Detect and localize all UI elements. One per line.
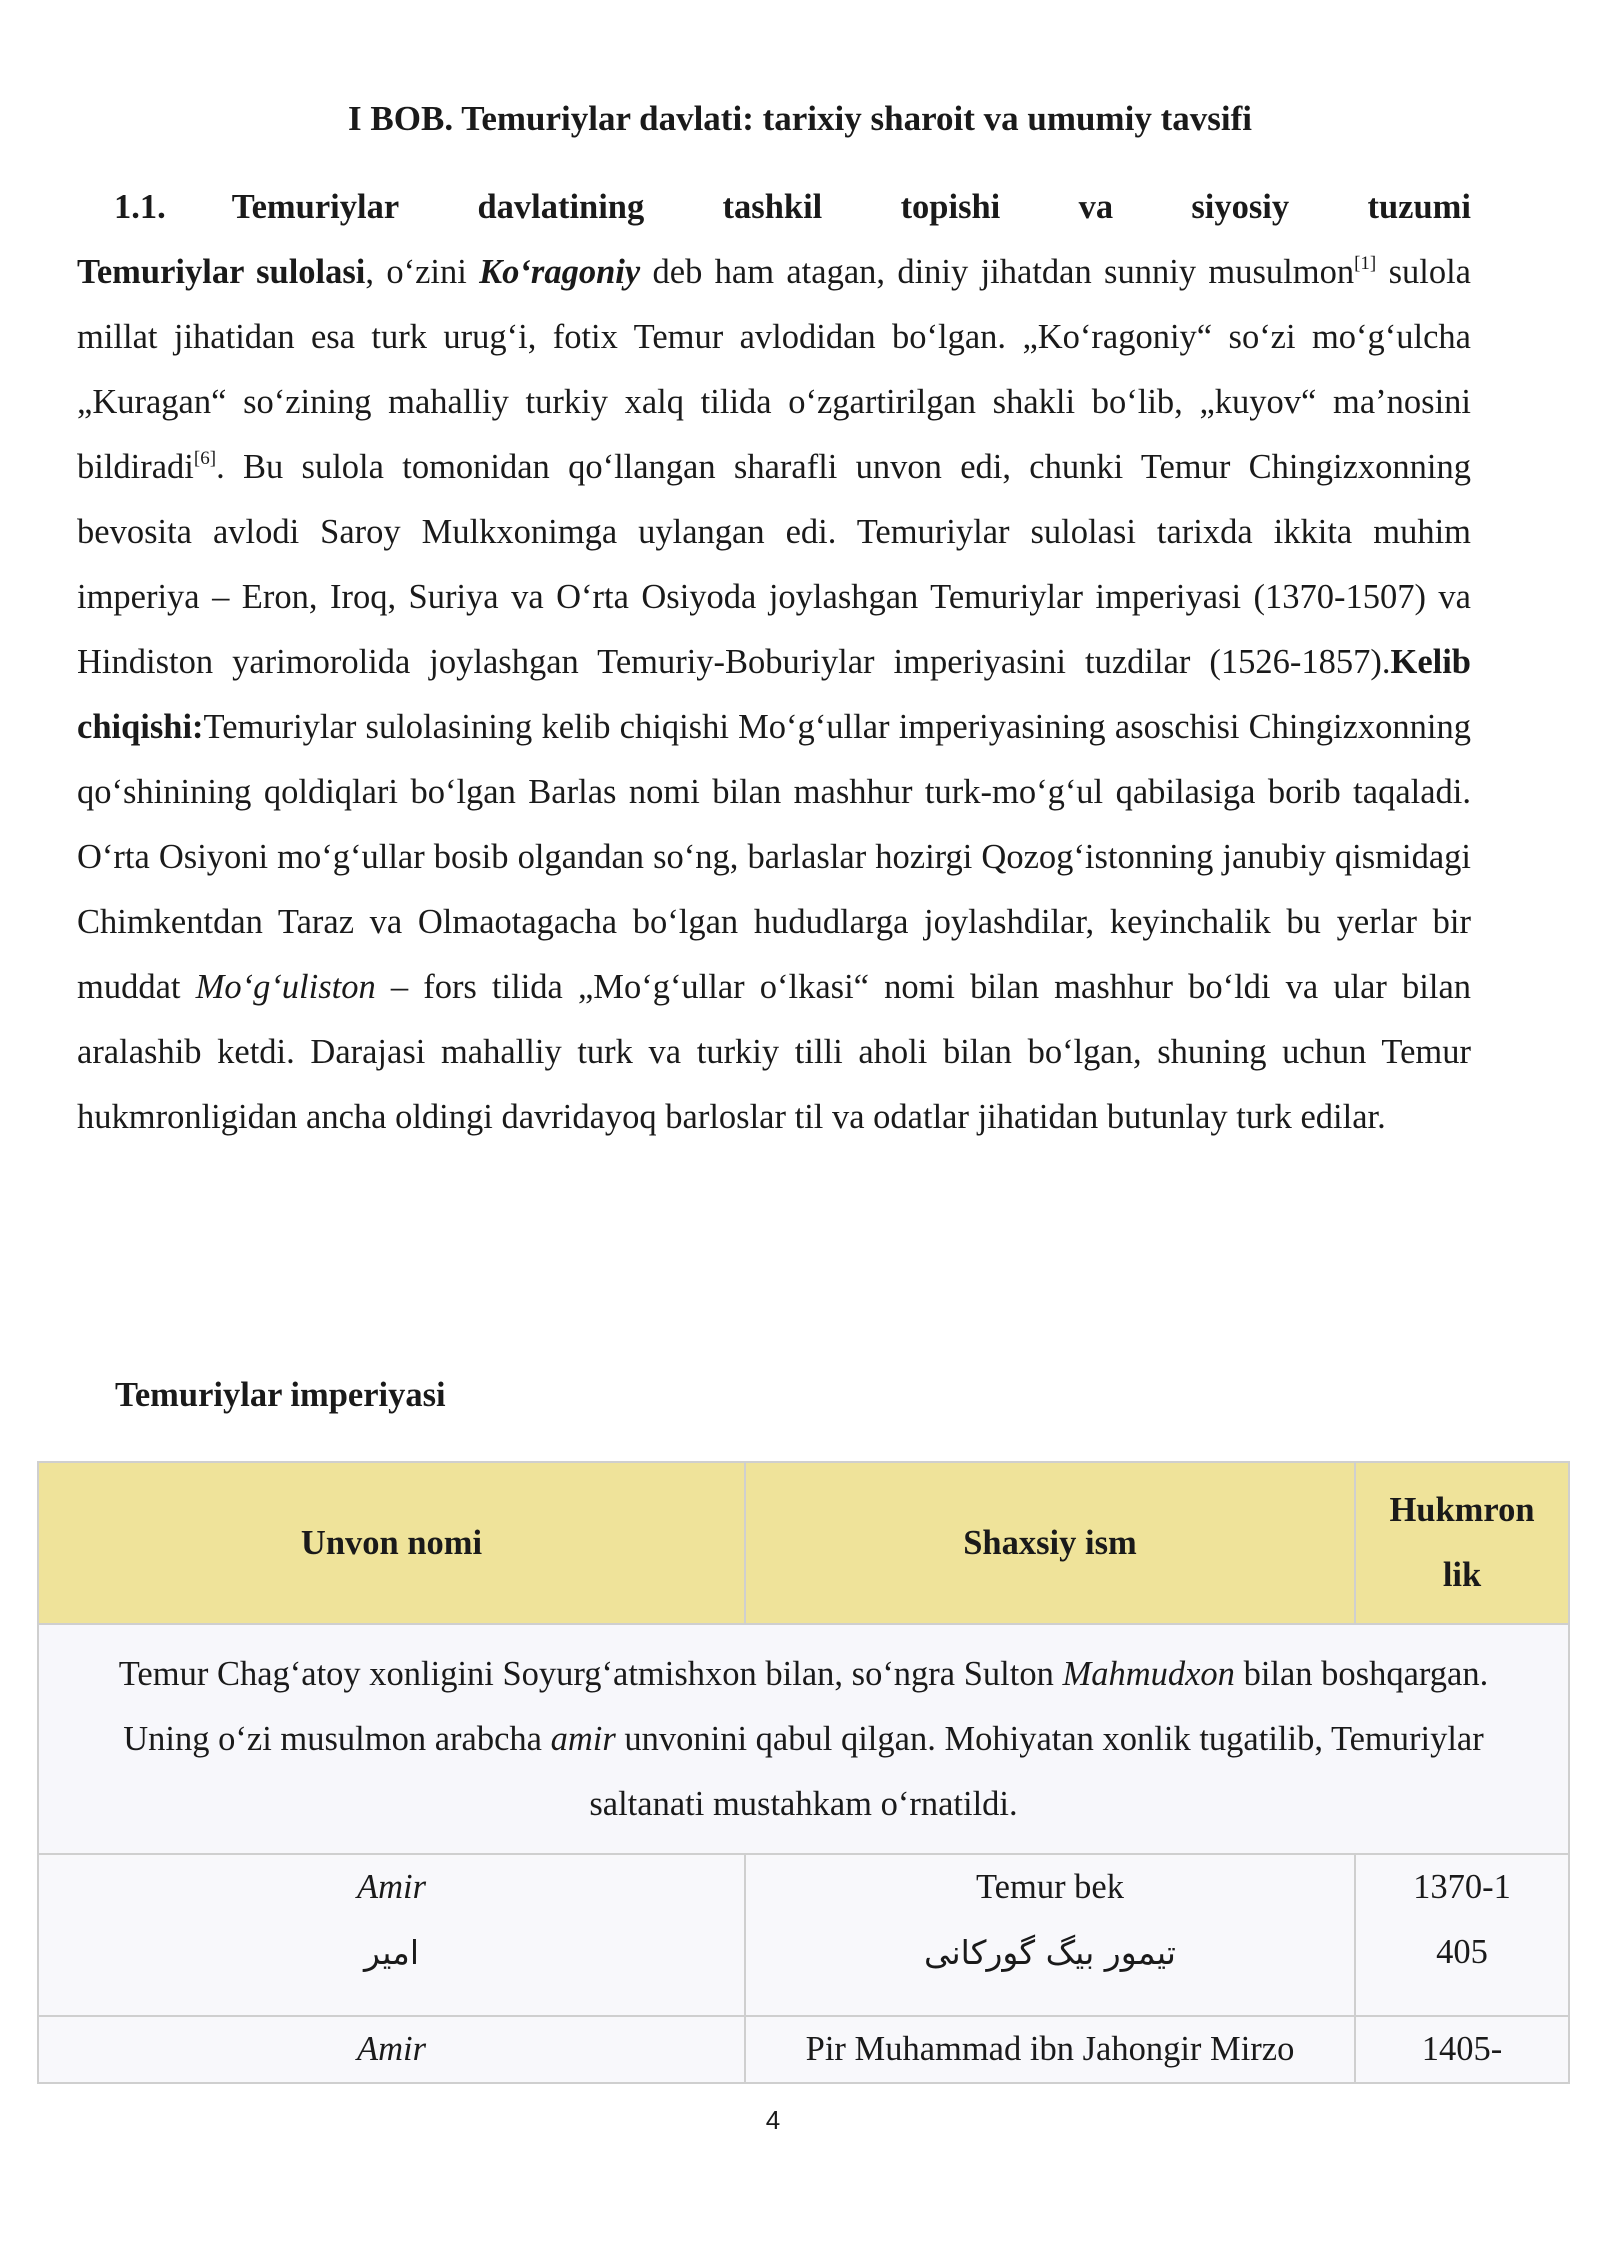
section-title-word: siyosiy bbox=[1191, 188, 1290, 226]
title-latin: Amir bbox=[357, 1868, 426, 1906]
moguliston-term: Mo‘g‘uliston bbox=[195, 968, 376, 1006]
header-reign-text: Hukmronlik bbox=[1389, 1491, 1535, 1594]
table-title: Temuriylar imperiyasi bbox=[115, 1376, 446, 1414]
cell-title bbox=[38, 1854, 745, 2016]
header-name: Shaxsiy ism bbox=[745, 1462, 1355, 1624]
text-run: . Bu sulola tomonidan qo‘llangan sharafli unvon edi, chunki Temur Chingizxonning bevosita avlodi Saroy Mulkxonimga uylangan edi. Temuriylar sulolasi tarixda ikkita muhim imperiya – Eron, Iroq, Suriya va O‘rta Osiyoda joylashgan Temuriylar imperiyasi (1370-1507) va Hindiston yarimorolida joylashgan Temuriy-Boburiylar imperiyasini tuzdilar (1526-1857). bbox=[77, 448, 1471, 681]
dynasty-name: Temuriylar sulolasi bbox=[77, 253, 366, 291]
table-row bbox=[38, 1854, 1569, 2016]
rulers-table bbox=[37, 1461, 1570, 2084]
section-title bbox=[232, 175, 1471, 240]
cell-title bbox=[38, 2016, 745, 2083]
table-header-row bbox=[38, 1462, 1569, 1624]
amir-term: amir bbox=[550, 1719, 616, 1758]
title-latin: Amir bbox=[357, 2030, 426, 2068]
text-run: Temuriylar sulolasining kelib chiqishi Mo‘g‘ullar imperiyasining asoschisi Chingizxonning qo‘shinining qoldiqlari bo‘lgan Barlas nomi bilan mashhur turk-mo‘g‘ul qabilasiga borib taqaladi. O‘rta Osiyoni mo‘g‘ullar bosib olgandan so‘ng, barlaslar hozirgi Qozog‘istonning janubiy qismidagi Chimkentdan Taraz va Olmaotagacha bo‘lgan hududlarga joylashdilar, keyinchalik bu yerlar bir muddat bbox=[77, 708, 1471, 1006]
years-text: 1370-1405 bbox=[1413, 1868, 1511, 1971]
section-title-word: davlatining bbox=[477, 188, 645, 226]
section-number: 1.1. bbox=[114, 188, 166, 226]
paragraph-main bbox=[77, 240, 1471, 1150]
table-note bbox=[38, 1624, 1569, 1854]
body-text bbox=[77, 175, 1471, 1150]
section-title-word: topishi bbox=[900, 188, 1001, 226]
cell-name: Pir Muhammad ibn Jahongir Mirzo bbox=[745, 2016, 1355, 2083]
name-arabic: تیمور بیگ گورکانی bbox=[923, 1933, 1176, 1972]
section-title-word: Temuriylar bbox=[231, 188, 400, 226]
section-title-word: tashkil bbox=[722, 188, 823, 226]
table-row bbox=[38, 2016, 1569, 2083]
cell-name bbox=[745, 1854, 1355, 2016]
section-heading bbox=[77, 175, 1471, 240]
text-run: deb ham atagan, diniy jihatdan sunniy musulmon bbox=[640, 253, 1355, 291]
origin-label: Kelib chiqishi: bbox=[77, 643, 1471, 746]
page-number: 4 bbox=[765, 2105, 781, 2135]
section-title-word: va bbox=[1078, 188, 1114, 226]
cell-years: 1405- bbox=[1355, 2016, 1569, 2083]
table-note-row bbox=[38, 1624, 1569, 1854]
cell-years bbox=[1355, 1854, 1569, 2016]
section-title-word: tuzumi bbox=[1367, 188, 1471, 226]
koragoniy-term: Ko‘ragoniy bbox=[479, 253, 641, 291]
header-title: Unvon nomi bbox=[38, 1462, 745, 1624]
text-run: sulola millat jihatidan esa turk urug‘i, fotix Temur avlodidan bo‘lgan. „Ko‘ragoniy“ so‘zi mo‘g‘ulcha „Kuragan“ so‘zining mahalliy turkiy xalq tilida o‘zgartirilgan shakli bo‘lib, „kuyov“ ma’nosini bildiradi bbox=[77, 253, 1471, 486]
text-run: Temur Chag‘atoy xonligini Soyurg‘atmishxon bilan, so‘ngra Sulton bbox=[118, 1654, 1063, 1693]
text-run: , o‘zini bbox=[365, 253, 480, 291]
mahmudxon-term: Mahmudxon bbox=[1062, 1654, 1235, 1693]
text-run: – fors tilida „Mo‘g‘ullar o‘lkasi“ nomi bilan mashhur bo‘ldi va ular bilan aralashib ketdi. Darajasi mahalliy turk va turkiy tilli aholi bilan bo‘lgan, shuning uchun Temur hukmronligidan ancha oldingi davridayoq barloslar til va odatlar jihatidan butunlay turk edilar. bbox=[77, 968, 1472, 1136]
text-run: unvonini qabul qilgan. Mohiyatan xonlik tugatilib, Temuriylar saltanati mustahkam o‘rnatildi. bbox=[589, 1719, 1484, 1823]
title-arabic: امیر bbox=[363, 1933, 419, 1972]
name-latin: Temur bek bbox=[976, 1868, 1124, 1906]
header-reign bbox=[1355, 1462, 1569, 1624]
chapter-title: I BOB. Temuriylar davlati: tarixiy sharoit va umumiy tavsifi bbox=[348, 99, 1252, 138]
footnote-ref-6[interactable]: [6] bbox=[193, 448, 217, 469]
text-run: bilan boshqargan. Uning o‘zi musulmon arabcha bbox=[123, 1654, 1489, 1758]
footnote-ref-1[interactable]: [1] bbox=[1354, 253, 1377, 274]
